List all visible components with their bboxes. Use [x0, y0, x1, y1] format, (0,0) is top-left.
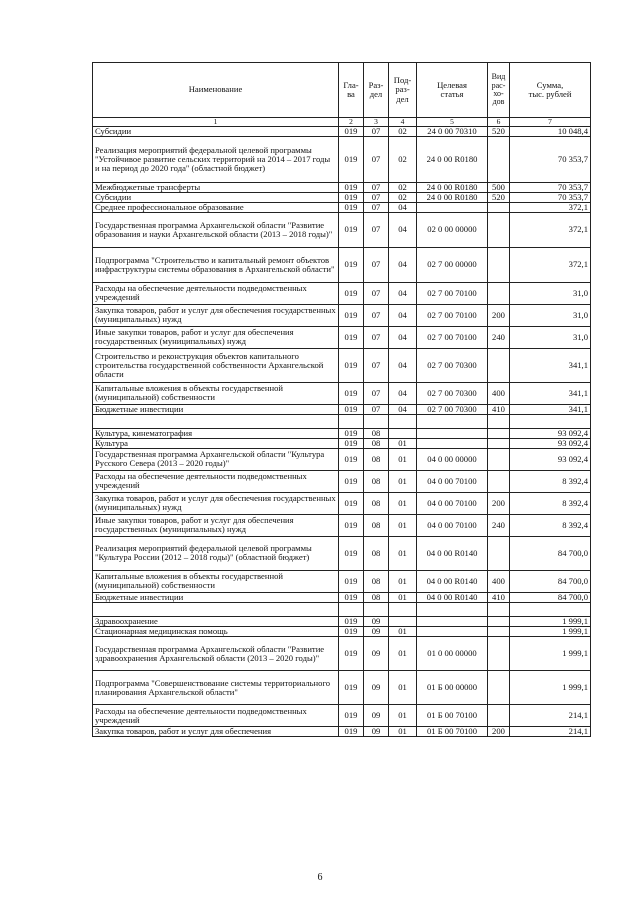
cell-amount: 1 999,1 — [510, 637, 591, 671]
cell-subsection: 04 — [389, 404, 417, 414]
cell-chapter: 019 — [339, 438, 364, 448]
cell-target: 01 Б 00 70100 — [417, 727, 488, 737]
header-subsection: Под- раз- дел — [389, 63, 417, 118]
cell-name: Закупка товаров, работ и услуг для обеспечения государственных (муниципальных) нужд — [93, 492, 339, 514]
cell-target: 04 0 00 70100 — [417, 514, 488, 536]
cell-chapter: 019 — [339, 428, 364, 438]
cell-expense-type: 410 — [488, 404, 510, 414]
cell-amount: 31,0 — [510, 282, 591, 304]
cell-chapter: 019 — [339, 382, 364, 404]
cell-section: 09 — [364, 627, 389, 637]
cell-chapter: 019 — [339, 514, 364, 536]
cell-name: Стационарная медицинская помощь — [93, 627, 339, 637]
cell-amount: 214,1 — [510, 727, 591, 737]
cell-section: 08 — [364, 592, 389, 602]
column-number: 3 — [364, 118, 389, 127]
header-amount: Сумма, тыс. рублей — [510, 63, 591, 118]
cell-section: 07 — [364, 404, 389, 414]
cell-name: Субсидии — [93, 126, 339, 136]
header-row — [93, 63, 591, 118]
cell-section: 08 — [364, 470, 389, 492]
cell-amount: 93 092,4 — [510, 438, 591, 448]
cell-section: 07 — [364, 247, 389, 282]
cell-amount: 1 999,1 — [510, 671, 591, 705]
table-row — [93, 202, 591, 212]
cell-target: 01 Б 00 70100 — [417, 705, 488, 727]
column-number: 1 — [93, 118, 339, 127]
cell-chapter: 019 — [339, 470, 364, 492]
cell-chapter — [339, 603, 364, 617]
table-row — [93, 637, 591, 671]
cell-chapter: 019 — [339, 202, 364, 212]
table-row — [93, 192, 591, 202]
cell-amount: 372,1 — [510, 202, 591, 212]
cell-amount: 8 392,4 — [510, 492, 591, 514]
cell-name: Государственная программа Архангельской области "Развитие здравоохранения Архангельской области (2013 – 2020 годы)" — [93, 637, 339, 671]
budget-table — [92, 62, 591, 737]
cell-chapter: 019 — [339, 570, 364, 592]
cell-expense-type — [488, 617, 510, 627]
cell-amount: 93 092,4 — [510, 448, 591, 470]
column-number: 2 — [339, 118, 364, 127]
cell-target: 02 7 00 70300 — [417, 404, 488, 414]
cell-name: Культура, кинематография — [93, 428, 339, 438]
table-row — [93, 470, 591, 492]
cell-target: 02 7 00 70100 — [417, 304, 488, 326]
cell-section: 07 — [364, 326, 389, 348]
cell-expense-type: 520 — [488, 192, 510, 202]
table-row — [93, 182, 591, 192]
cell-expense-type — [488, 438, 510, 448]
cell-section: 07 — [364, 182, 389, 192]
cell-amount — [510, 603, 591, 617]
cell-name: Государственная программа Архангельской области "Развитие образования и науки Архангельской области (2013 – 2018 годы)" — [93, 212, 339, 247]
cell-expense-type: 200 — [488, 727, 510, 737]
cell-name: Расходы на обеспечение деятельности подведомственных учреждений — [93, 282, 339, 304]
cell-expense-type — [488, 448, 510, 470]
cell-chapter: 019 — [339, 404, 364, 414]
cell-subsection: 01 — [389, 492, 417, 514]
cell-section: 07 — [364, 212, 389, 247]
cell-amount: 8 392,4 — [510, 470, 591, 492]
cell-subsection: 01 — [389, 536, 417, 570]
cell-subsection: 01 — [389, 470, 417, 492]
table-row — [93, 727, 591, 737]
cell-target: 02 7 00 70100 — [417, 282, 488, 304]
cell-name: Подпрограмма "Совершенствование системы территориального планирования Архангельской области" — [93, 671, 339, 705]
cell-amount: 31,0 — [510, 326, 591, 348]
cell-name: Иные закупки товаров, работ и услуг для обеспечения государственных (муниципальных) нужд — [93, 514, 339, 536]
cell-amount: 341,1 — [510, 404, 591, 414]
cell-target: 04 0 00 R0140 — [417, 536, 488, 570]
cell-subsection: 01 — [389, 448, 417, 470]
cell-expense-type — [488, 637, 510, 671]
cell-name: Иные закупки товаров, работ и услуг для обеспечения государственных (муниципальных) нужд — [93, 326, 339, 348]
cell-name: Капитальные вложения в объекты государственной (муниципальной) собственности — [93, 382, 339, 404]
cell-chapter: 019 — [339, 304, 364, 326]
cell-amount: 93 092,4 — [510, 428, 591, 438]
cell-subsection: 02 — [389, 136, 417, 182]
column-number: 7 — [510, 118, 591, 127]
cell-name: Капитальные вложения в объекты государственной (муниципальной) собственности — [93, 570, 339, 592]
cell-name: Реализация мероприятий федеральной целевой программы "Культура России (2012 – 2018 годы)" (областной бюджет) — [93, 536, 339, 570]
cell-subsection: 02 — [389, 126, 417, 136]
column-number: 5 — [417, 118, 488, 127]
table-row — [93, 603, 591, 617]
table-row — [93, 514, 591, 536]
cell-amount: 372,1 — [510, 247, 591, 282]
cell-expense-type — [488, 414, 510, 428]
cell-name: Государственная программа Архангельской области "Культура Русского Севера (2013 – 2020 годы)" — [93, 448, 339, 470]
cell-expense-type — [488, 202, 510, 212]
cell-name: Закупка товаров, работ и услуг для обеспечения государственных (муниципальных) нужд — [93, 304, 339, 326]
cell-section: 07 — [364, 192, 389, 202]
cell-name: Расходы на обеспечение деятельности подведомственных учреждений — [93, 705, 339, 727]
cell-name: Закупка товаров, работ и услуг для обеспечения — [93, 727, 339, 737]
cell-chapter: 019 — [339, 705, 364, 727]
cell-subsection — [389, 603, 417, 617]
cell-section — [364, 603, 389, 617]
cell-expense-type — [488, 470, 510, 492]
cell-amount — [510, 414, 591, 428]
cell-target: 04 0 00 70100 — [417, 470, 488, 492]
header-expense-type: Вид рас- хо- дов — [488, 63, 510, 118]
cell-section: 08 — [364, 438, 389, 448]
cell-subsection: 01 — [389, 671, 417, 705]
cell-name: Расходы на обеспечение деятельности подведомственных учреждений — [93, 470, 339, 492]
cell-amount: 70 353,7 — [510, 136, 591, 182]
cell-name: Культура — [93, 438, 339, 448]
cell-subsection: 04 — [389, 212, 417, 247]
cell-chapter: 019 — [339, 136, 364, 182]
cell-chapter: 019 — [339, 282, 364, 304]
cell-section: 07 — [364, 282, 389, 304]
cell-section: 09 — [364, 671, 389, 705]
cell-section: 08 — [364, 536, 389, 570]
table-body — [93, 126, 591, 736]
table-row — [93, 404, 591, 414]
header-target: Целевая статья — [417, 63, 488, 118]
cell-subsection: 04 — [389, 326, 417, 348]
cell-expense-type: 500 — [488, 182, 510, 192]
cell-section: 07 — [364, 348, 389, 382]
cell-section: 07 — [364, 136, 389, 182]
cell-expense-type — [488, 428, 510, 438]
cell-expense-type: 520 — [488, 126, 510, 136]
cell-subsection: 01 — [389, 727, 417, 737]
table-row — [93, 136, 591, 182]
cell-subsection — [389, 617, 417, 627]
cell-section: 07 — [364, 126, 389, 136]
table-row — [93, 304, 591, 326]
cell-section: 09 — [364, 727, 389, 737]
table-row — [93, 326, 591, 348]
cell-chapter: 019 — [339, 727, 364, 737]
cell-section — [364, 414, 389, 428]
cell-expense-type: 240 — [488, 514, 510, 536]
column-number: 4 — [389, 118, 417, 127]
cell-chapter: 019 — [339, 192, 364, 202]
cell-subsection: 04 — [389, 247, 417, 282]
cell-amount: 84 700,0 — [510, 592, 591, 602]
cell-subsection: 01 — [389, 514, 417, 536]
cell-target: 24 0 00 70310 — [417, 126, 488, 136]
cell-target: 02 7 00 70300 — [417, 348, 488, 382]
cell-name — [93, 603, 339, 617]
cell-chapter: 019 — [339, 671, 364, 705]
cell-chapter: 019 — [339, 536, 364, 570]
cell-name: Субсидии — [93, 192, 339, 202]
cell-expense-type — [488, 212, 510, 247]
cell-subsection — [389, 414, 417, 428]
cell-section: 07 — [364, 304, 389, 326]
cell-subsection: 01 — [389, 570, 417, 592]
cell-target: 04 0 00 00000 — [417, 448, 488, 470]
column-number: 6 — [488, 118, 510, 127]
cell-subsection: 04 — [389, 202, 417, 212]
table-row — [93, 348, 591, 382]
cell-expense-type: 200 — [488, 304, 510, 326]
cell-target: 04 0 00 R0140 — [417, 592, 488, 602]
cell-target: 04 0 00 R0140 — [417, 570, 488, 592]
cell-section: 09 — [364, 637, 389, 671]
cell-target: 02 0 00 00000 — [417, 212, 488, 247]
cell-target — [417, 627, 488, 637]
table-row — [93, 627, 591, 637]
cell-chapter: 019 — [339, 247, 364, 282]
cell-subsection: 04 — [389, 304, 417, 326]
cell-target: 04 0 00 70100 — [417, 492, 488, 514]
cell-chapter: 019 — [339, 448, 364, 470]
table-row — [93, 126, 591, 136]
table-row — [93, 570, 591, 592]
column-number-row — [93, 118, 591, 127]
cell-subsection: 04 — [389, 348, 417, 382]
cell-chapter: 019 — [339, 212, 364, 247]
cell-target — [417, 617, 488, 627]
cell-expense-type — [488, 247, 510, 282]
table-row — [93, 212, 591, 247]
cell-name: Среднее профессиональное образование — [93, 202, 339, 212]
cell-target: 01 0 00 00000 — [417, 637, 488, 671]
cell-subsection: 02 — [389, 182, 417, 192]
cell-expense-type — [488, 536, 510, 570]
cell-section: 08 — [364, 514, 389, 536]
cell-subsection: 04 — [389, 282, 417, 304]
cell-target: 02 7 00 70100 — [417, 326, 488, 348]
table-row — [93, 428, 591, 438]
cell-target — [417, 414, 488, 428]
page-number: 6 — [317, 872, 323, 883]
cell-amount: 84 700,0 — [510, 536, 591, 570]
cell-section: 09 — [364, 705, 389, 727]
cell-amount: 1 999,1 — [510, 617, 591, 627]
cell-target: 24 0 00 R0180 — [417, 182, 488, 192]
cell-expense-type: 400 — [488, 382, 510, 404]
cell-section: 08 — [364, 492, 389, 514]
cell-chapter: 019 — [339, 637, 364, 671]
cell-chapter: 019 — [339, 348, 364, 382]
cell-subsection: 01 — [389, 627, 417, 637]
cell-amount: 70 353,7 — [510, 192, 591, 202]
cell-expense-type: 200 — [488, 492, 510, 514]
cell-expense-type — [488, 603, 510, 617]
cell-name: Здравоохранение — [93, 617, 339, 627]
cell-name: Подпрограмма "Строительство и капитальный ремонт объектов инфраструктуры системы образования в Архангельской области" — [93, 247, 339, 282]
table-row — [93, 592, 591, 602]
cell-amount: 70 353,7 — [510, 182, 591, 192]
cell-expense-type: 400 — [488, 570, 510, 592]
cell-amount: 341,1 — [510, 382, 591, 404]
table-row — [93, 448, 591, 470]
cell-target — [417, 428, 488, 438]
cell-subsection: 04 — [389, 382, 417, 404]
cell-section: 07 — [364, 202, 389, 212]
cell-expense-type — [488, 136, 510, 182]
cell-name: Бюджетные инвестиции — [93, 592, 339, 602]
header-name: Наименование — [93, 63, 339, 118]
table-row — [93, 247, 591, 282]
cell-subsection: 01 — [389, 705, 417, 727]
cell-section: 08 — [364, 448, 389, 470]
cell-chapter: 019 — [339, 592, 364, 602]
table-row — [93, 282, 591, 304]
cell-chapter: 019 — [339, 126, 364, 136]
cell-section: 08 — [364, 570, 389, 592]
cell-amount: 372,1 — [510, 212, 591, 247]
table-row — [93, 705, 591, 727]
cell-chapter: 019 — [339, 326, 364, 348]
cell-target: 02 7 00 00000 — [417, 247, 488, 282]
cell-amount: 341,1 — [510, 348, 591, 382]
table-row — [93, 617, 591, 627]
cell-chapter: 019 — [339, 627, 364, 637]
cell-target: 01 Б 00 00000 — [417, 671, 488, 705]
cell-target — [417, 603, 488, 617]
table-row — [93, 382, 591, 404]
cell-name — [93, 414, 339, 428]
cell-amount: 1 999,1 — [510, 627, 591, 637]
cell-chapter: 019 — [339, 492, 364, 514]
cell-target: 24 0 00 R0180 — [417, 136, 488, 182]
cell-section: 09 — [364, 617, 389, 627]
cell-subsection: 01 — [389, 438, 417, 448]
cell-amount: 10 048,4 — [510, 126, 591, 136]
cell-chapter — [339, 414, 364, 428]
cell-subsection: 02 — [389, 192, 417, 202]
table-row — [93, 671, 591, 705]
cell-expense-type — [488, 282, 510, 304]
cell-expense-type — [488, 671, 510, 705]
cell-amount: 31,0 — [510, 304, 591, 326]
cell-amount: 8 392,4 — [510, 514, 591, 536]
cell-expense-type: 240 — [488, 326, 510, 348]
cell-name: Реализация мероприятий федеральной целевой программы "Устойчивое развитие сельских территорий на 2014 – 2017 годы и на период до 2020 года" (областной бюджет) — [93, 136, 339, 182]
cell-section: 08 — [364, 428, 389, 438]
cell-chapter: 019 — [339, 617, 364, 627]
cell-subsection: 01 — [389, 592, 417, 602]
cell-target — [417, 438, 488, 448]
cell-chapter: 019 — [339, 182, 364, 192]
cell-subsection — [389, 428, 417, 438]
header-chapter: Гла- ва — [339, 63, 364, 118]
cell-target: 02 7 00 70300 — [417, 382, 488, 404]
table-row — [93, 438, 591, 448]
cell-name: Строительство и реконструкция объектов капитального строительства государственной собственности Архангельской области — [93, 348, 339, 382]
cell-name: Межбюджетные трансферты — [93, 182, 339, 192]
cell-amount: 214,1 — [510, 705, 591, 727]
header-section: Раз- дел — [364, 63, 389, 118]
cell-name: Бюджетные инвестиции — [93, 404, 339, 414]
cell-expense-type — [488, 348, 510, 382]
cell-expense-type: 410 — [488, 592, 510, 602]
table-row — [93, 414, 591, 428]
table-row — [93, 536, 591, 570]
cell-amount: 84 700,0 — [510, 570, 591, 592]
cell-target: 24 0 00 R0180 — [417, 192, 488, 202]
table-row — [93, 492, 591, 514]
cell-expense-type — [488, 627, 510, 637]
cell-target — [417, 202, 488, 212]
cell-subsection: 01 — [389, 637, 417, 671]
cell-section: 07 — [364, 382, 389, 404]
cell-expense-type — [488, 705, 510, 727]
